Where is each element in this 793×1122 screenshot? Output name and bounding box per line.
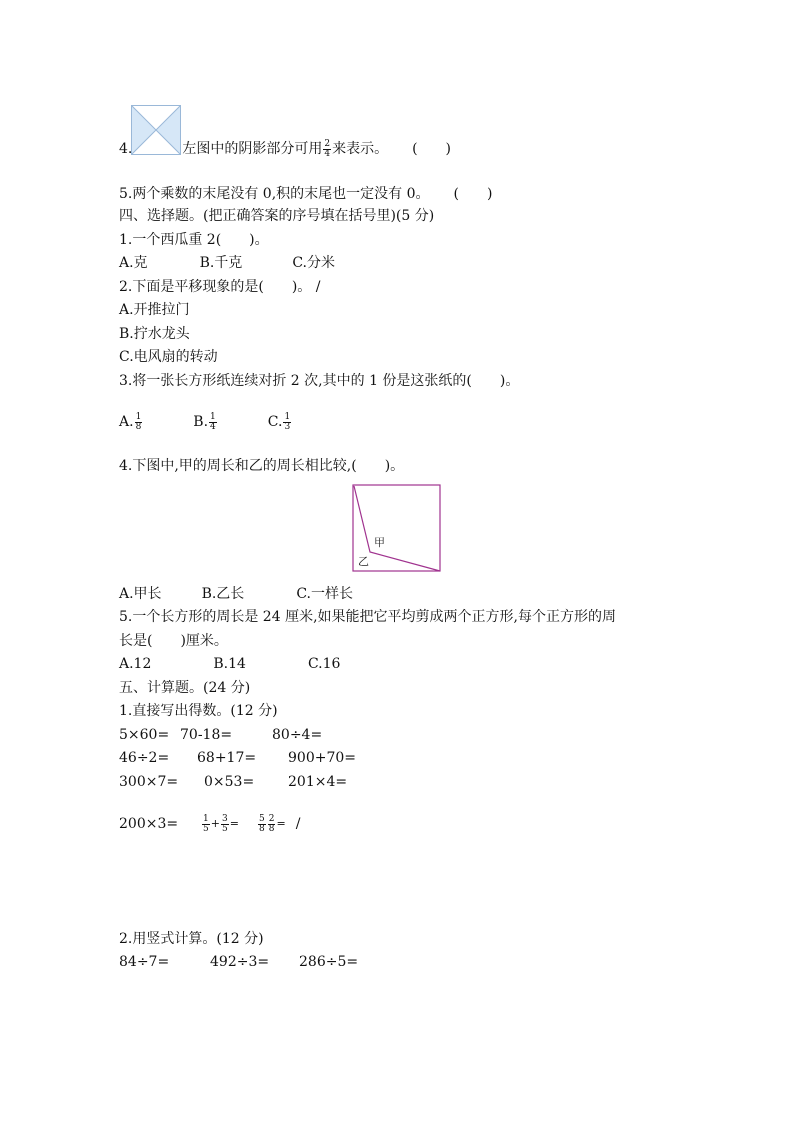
s4-q3-options xyxy=(119,412,292,432)
calc-item: 46÷2= xyxy=(119,750,170,766)
calc-item: 300×7= xyxy=(119,774,179,790)
judge-q5-text: 5.两个乘数的末尾没有 0,积的末尾也一定没有 0。 xyxy=(119,186,430,202)
s4-q5-line1: 5.一个长方形的周长是 24 厘米,如果能把它平均剪成两个正方形,每个正方形的周 xyxy=(119,609,616,625)
section5-heading: 五、计算题。(24 分) xyxy=(119,680,251,696)
calc-item: 84÷7= xyxy=(119,954,170,970)
calc-item: 0×53= xyxy=(204,774,255,790)
calc-item: 80÷4= xyxy=(272,727,323,743)
option-c: C.一样长 xyxy=(296,586,353,602)
judge-q4 xyxy=(119,139,451,159)
section4-heading: 四、选择题。(把正确答案的序号填在括号里)(5 分) xyxy=(119,208,435,224)
option-a: A.甲长 xyxy=(119,586,162,602)
s4-q1: 1.一个西瓜重 2( )。 xyxy=(119,232,269,248)
judge-q4-paren: ( ) xyxy=(412,141,452,157)
option-b: B.乙长 xyxy=(201,586,245,602)
s4-q3: 3.将一张长方形纸连续对折 2 次,其中的 1 份是这张纸的( )。 xyxy=(119,373,520,389)
judge-q5-paren: ( ) xyxy=(453,186,493,202)
option-b: B. $\frac{1}{4}$ xyxy=(193,411,216,432)
judge-q4-text-b: 来表示。 xyxy=(332,141,389,157)
option-c: C.16 xyxy=(307,656,341,672)
calc-item: 200×3= xyxy=(119,816,179,832)
s4-q2-option-c: C.电风扇的转动 xyxy=(119,349,218,365)
s5-part1-title: 1.直接写出得数。(12 分) xyxy=(119,703,278,719)
fraction-one-third: $\frac{1}{3}$ xyxy=(284,411,291,432)
calc-item: 5×60= xyxy=(119,727,170,743)
s4-q4: 4.下图中,甲的周长和乙的周长相比较,( )。 xyxy=(119,458,405,474)
option-b: B.14 xyxy=(213,656,246,672)
calc-item: 286÷5= xyxy=(299,954,359,970)
fraction-addition: $\frac{1}{5}$ + $\frac{3}{5}$ = xyxy=(203,813,239,834)
option-a: A.克 xyxy=(119,255,148,271)
calc-item: 900+70= xyxy=(288,750,356,766)
fraction-one-eighth: $\frac{1}{8}$ xyxy=(135,411,142,432)
calc-item: 201×4= xyxy=(288,774,348,790)
judge-q5 xyxy=(119,184,492,204)
s4-q2: 2.下面是平移现象的是( )。 / xyxy=(119,279,321,295)
s4-q1-options xyxy=(119,253,335,273)
judge-q4-text-a: 左图中的阴影部分可用 xyxy=(182,141,323,157)
s4-q2-option-a: A.开推拉门 xyxy=(119,302,190,318)
option-b: B.千克 xyxy=(199,255,243,271)
s4-q5-options xyxy=(119,654,340,674)
option-a: A.12 xyxy=(119,656,152,672)
label-jia: 甲 xyxy=(374,536,385,549)
s5-part2-title: 2.用竖式计算。(12 分) xyxy=(119,931,264,947)
option-c: C. $\frac{1}{3}$ xyxy=(267,411,291,432)
fraction-two-fourths: $\frac{2}{4}$ xyxy=(324,138,331,159)
option-c: C.分米 xyxy=(292,255,335,271)
s4-q4-options xyxy=(119,584,353,604)
s4-q2-option-b: B.拧水龙头 xyxy=(119,326,190,342)
judge-q4-num: 4. xyxy=(119,141,133,157)
fraction-one-fourth: $\frac{1}{4}$ xyxy=(210,411,216,432)
option-a: A. $\frac{1}{8}$ xyxy=(119,411,142,432)
calc-item: 70-18= xyxy=(180,727,233,743)
s4-q5-line2: 长是( )厘米。 xyxy=(119,633,228,649)
calc-item: 492÷3= xyxy=(210,954,270,970)
calc-item: 68+17= xyxy=(197,750,257,766)
fraction-subtraction: $\frac{5}{8}$ $\frac{2}{8}$ = / xyxy=(259,813,301,834)
label-yi: 乙 xyxy=(358,555,369,568)
perimeter-figure xyxy=(352,484,442,574)
